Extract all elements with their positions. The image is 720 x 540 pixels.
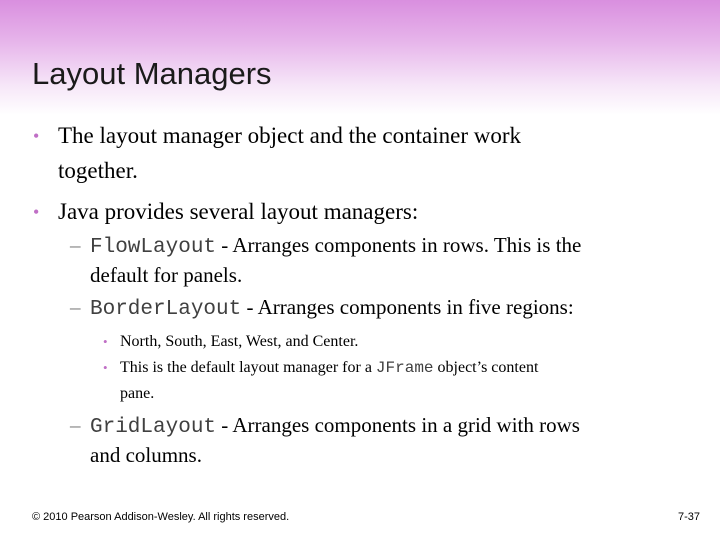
detail-text: This is the default layout manager for a JFrame object’s content [120,359,539,377]
bullet-text: The layout manager object and the container work [58,123,522,148]
bullet-text: Java provides several layout managers: [58,199,419,224]
subbullet-text-continued: and columns. [90,443,202,467]
code-flowlayout: FlowLayout [90,236,217,259]
subbullet-text-continued: default for panels. [90,263,243,287]
subbullet-text: - Arranges components in rows. This is the [216,233,582,257]
code-borderlayout: BorderLayout [90,298,242,321]
footer-page-number: 7-37 [677,511,700,523]
detail-text-continued: pane. [120,385,155,402]
subbullet-text: - Arranges components in five regions: [241,295,574,319]
subbullet-gridlayout [90,410,580,443]
subbullet-flowlayout [90,230,581,263]
detail-text: North, South, East, West, and Center. [120,333,359,350]
code-gridlayout: GridLayout [90,416,217,439]
subbullet-borderlayout [90,292,574,325]
slide-title: Layout Managers [32,56,272,91]
code-jframe: JFrame [375,359,434,377]
slide: Layout Managers • The layout manager object and the container work together. • Java provides several layout managers: – FlowLayout - Arranges components in rows. This is the default for panels. – BorderLayout - Arranges components in five regions: • North, South, East, West, and Center. • This is the default layout manager for a JFrame object’s content pane. – GridLayout - Arranges components in a grid with rows and columns. © 2010 Pearson Addison-Wesley. All rights reserved. 7-37 [0,0,720,540]
bullet-text-continued: together. [58,158,138,183]
subbullet-text: - Arranges components in a grid with rows [216,413,580,437]
footer-copyright: © 2010 Pearson Addison-Wesley. All rights reserved. [32,511,290,523]
